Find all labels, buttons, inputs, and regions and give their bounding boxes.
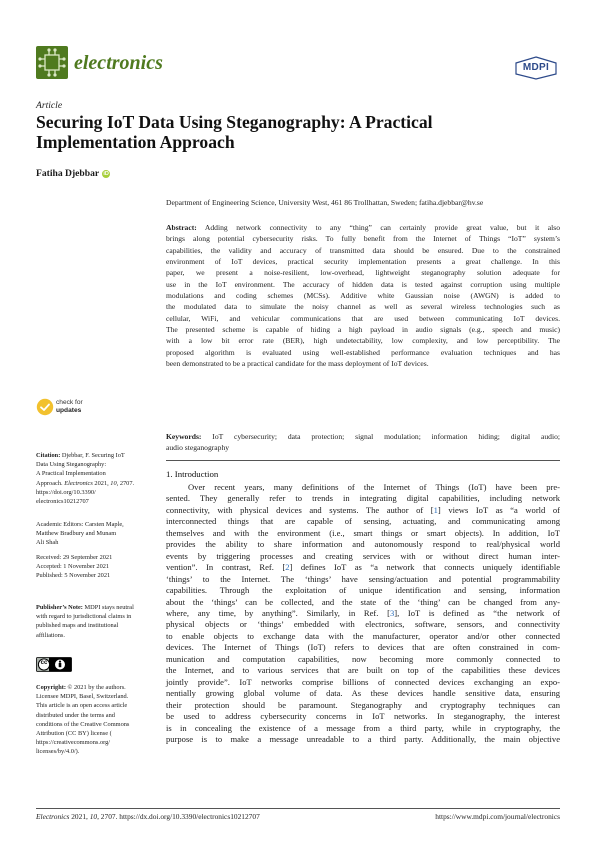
abstract-line: environment of IoT devices, practical security implementation presents a great challenge. In this	[166, 257, 560, 267]
article-title	[36, 112, 556, 152]
doi-link[interactable]: https://doi.org/10.3390/	[36, 488, 96, 496]
body-line: provides the ability to share information and autonomously respond to real/physical world	[166, 539, 560, 550]
received-date: Received: 29 September 2021	[36, 554, 113, 561]
doi-link[interactable]: electronics10212707	[36, 498, 89, 506]
body-line: themselves and with the environment (i.e., smart things or smart objects). In addition, IoT	[166, 527, 560, 538]
body-line: interconnected things that are capable of sensing, actuating, and communicating among	[166, 516, 560, 527]
abstract-line: Abstract: Adding network connectivity to any “thing” can certainly provide great value, but it also	[166, 223, 560, 232]
abstract-line: cellular, WiFi, and vehicular communications that are used between communicating IoT devices.	[166, 313, 560, 323]
journal-name[interactable]: electronics	[74, 52, 163, 74]
citation-block: Citation: Djebbar, F. Securing IoT Data Using Steganography: A Practical Implementation Approach. Electronics 2021, 10, 2707. https://doi.org/10.3390/ electronics10212707	[36, 451, 154, 506]
abstract-line: proposed algorithm is evaluated using well-established performance evaluation techniques and has	[166, 347, 560, 357]
copyright-label: Copyright:	[36, 684, 66, 691]
check-for-updates-button[interactable]	[36, 398, 98, 418]
abstract-line: brings along potential cybersecurity risks. To fully benefit from the Internet of Things “IoT” system’s	[166, 234, 560, 244]
cc-label: cc	[40, 660, 48, 666]
reference-link[interactable]: 3	[389, 607, 395, 618]
abstract-line: capabilities, the validity and accuracy of transmitted data should be ensured. Due to the constrained	[166, 245, 560, 255]
publisher-note: Publisher’s Note: MDPI stays neutral with regard to jurisdictional claims in published maps and institutional affiliations.	[36, 604, 134, 639]
body-line: to enable objects to exchange data with the manufacturer, operator and/or other connected	[166, 630, 560, 641]
abstract-line: paper, we present a noise-resilient, low-overhead, lightweight steganography solution adequate for	[166, 268, 560, 278]
license-link[interactable]: https://creativecommons.org/	[36, 739, 111, 747]
title-line: Securing IoT Data Using Steganography: A Practical	[36, 112, 433, 132]
body-line: sented. They generally refer to trends in integrating digital capabilities, including network	[166, 493, 560, 504]
body-line: is in concealing the existence of a message from a third party, while in cryptography, the	[166, 722, 560, 733]
body-line: where, any time, by anything”. Similarly, in Ref. [3], IoT is defined as “the network of	[166, 607, 561, 618]
affiliation: Department of Engineering Science, University West, 461 86 Trollhattan, Sweden; fatiha.djebbar@hv.se	[166, 198, 484, 207]
license-link[interactable]: licenses/by/4.0/).	[36, 748, 80, 756]
keywords-line: Keywords: IoT cybersecurity; data protection; signal modulation; information hiding; digital audio;	[166, 432, 560, 441]
keywords-line: audio steganography	[166, 443, 230, 453]
abstract-line: been demonstrated to be a practical candidate for the mass deployment of IoT devices.	[166, 359, 429, 369]
publication-dates	[36, 553, 154, 581]
body-line: about the ‘things’ can be collected, and the state of the ‘thing’ can be changed from any-	[166, 596, 560, 607]
section-heading: 1. Introduction	[166, 469, 219, 479]
circuit-icon	[36, 46, 68, 79]
mdpi-logo-text: MDPI	[522, 62, 550, 73]
check-updates-label: updates	[56, 407, 82, 414]
body-line: capabilities. Through the exploitation of unique identification and sensing, information	[166, 585, 560, 596]
body-line: events by triggering processes and creating services with or without direct human inter-	[166, 550, 560, 561]
body-line: vention”. In contrast, Ref. [2] defines IoT as “a network that connects uniquely identifiable	[166, 562, 560, 573]
orcid-icon[interactable]: iD	[103, 171, 109, 177]
journal-logo	[36, 46, 68, 79]
abstract-line: modulations and coding schemes (MCSs). Additive white Gaussian noise (AWGN) is added to	[166, 291, 560, 301]
citation-label: Citation:	[36, 452, 61, 459]
body-line: jointly provide”. IoT networks comprise billions of connected devices exchanging an expo-	[166, 676, 560, 687]
reference-link[interactable]: 1	[433, 504, 438, 515]
check-updates-icon	[36, 398, 54, 416]
footer-journal-url[interactable]: https://www.mdpi.com/journal/electronics	[435, 812, 560, 821]
mdpi-logo[interactable]	[514, 56, 558, 80]
abstract-line: use in the IoT environment. The accuracy of hidden data is tested against corruption using multiple	[166, 279, 560, 289]
copyright-notice: Copyright: © 2021 by the authors. Licensee MDPI, Basel, Switzerland. This article is an open access article distributed under the terms and conditions of the Creative Commons Attribution (CC BY) license ( https://creativecommons.org/ licenses/by/4.0/).	[36, 683, 154, 757]
body-line: munication and computation capabilities, now becoming more commonly connected to	[166, 653, 560, 664]
body-line: devices. The Internet of Things (IoT) refers to devices that are often constrained in com-	[166, 642, 560, 653]
author-name[interactable]: Fatiha Djebbar	[36, 168, 100, 179]
article-type: Article	[36, 100, 63, 111]
accepted-date: Accepted: 1 November 2021	[36, 563, 110, 571]
reference-link[interactable]: 2	[285, 562, 290, 573]
body-line: physical objects or ‘things’ embedded with electronics, software, sensors, and connectivity	[166, 619, 560, 630]
cc-by-license-badge[interactable]	[36, 657, 72, 672]
footer-citation: Electronics 2021, 10, 2707. https://dx.doi.org/10.3390/electronics10212707	[36, 812, 260, 821]
published-date: Published: 5 November 2021	[36, 572, 111, 580]
body-line: Over recent years, many definitions of the Internet of Things (IoT) have been pre-	[188, 482, 560, 492]
body-line: purpose is to make a message unreadable to a third party. Additionally, the main objective	[166, 733, 560, 744]
abstract-line: with a low bit error rate (BER), high undetectability, low complexity, and low perceptibility. The	[166, 336, 560, 346]
author-row	[36, 168, 110, 179]
title-line: Implementation Approach	[36, 132, 235, 152]
abstract-line: the modulated data to simulate the noisy channel as well as several wireless technologies such as	[166, 302, 560, 312]
body-line: nentially growing global volume of data. As these devices handle sensitive data, ensuring	[166, 688, 560, 699]
abstract-line: The presented scheme is capable of hiding a high payload in audio signals (e.g., speech and music)	[166, 325, 560, 335]
keywords-label: Keywords:	[166, 432, 202, 441]
keywords	[166, 431, 560, 454]
abstract-label: Abstract:	[166, 223, 197, 232]
footer-divider	[36, 808, 560, 809]
body-line: connectivity, with physical devices and systems. The author of [1] views IoT as “a world of	[166, 504, 561, 515]
body-line: the Internet, and to various services that are built on top of the capabilities these devices	[166, 665, 560, 676]
publisher-note-label: Publisher’s Note:	[36, 604, 83, 611]
academic-editors: Academic Editors: Carsten Maple, Matthew Bradbury and Munam Ali Shah	[36, 521, 124, 547]
section-divider	[166, 460, 560, 461]
body-line: their protection should be paramount. Steganography and cryptography techniques can	[166, 699, 560, 710]
body-line: ‘things’ to the Internet. The ‘things’ have sensing/actuation and potential programmability	[166, 573, 560, 584]
footer-doi-link[interactable]: , 2707. https://dx.doi.org/10.3390/electronics10212707	[97, 812, 260, 821]
abstract	[166, 222, 560, 369]
body-line: be used to address cybersecurity concerns in IoT networks. In steganography, the interest	[166, 711, 560, 722]
check-updates-label: check for	[56, 399, 83, 406]
body-text	[166, 482, 560, 745]
